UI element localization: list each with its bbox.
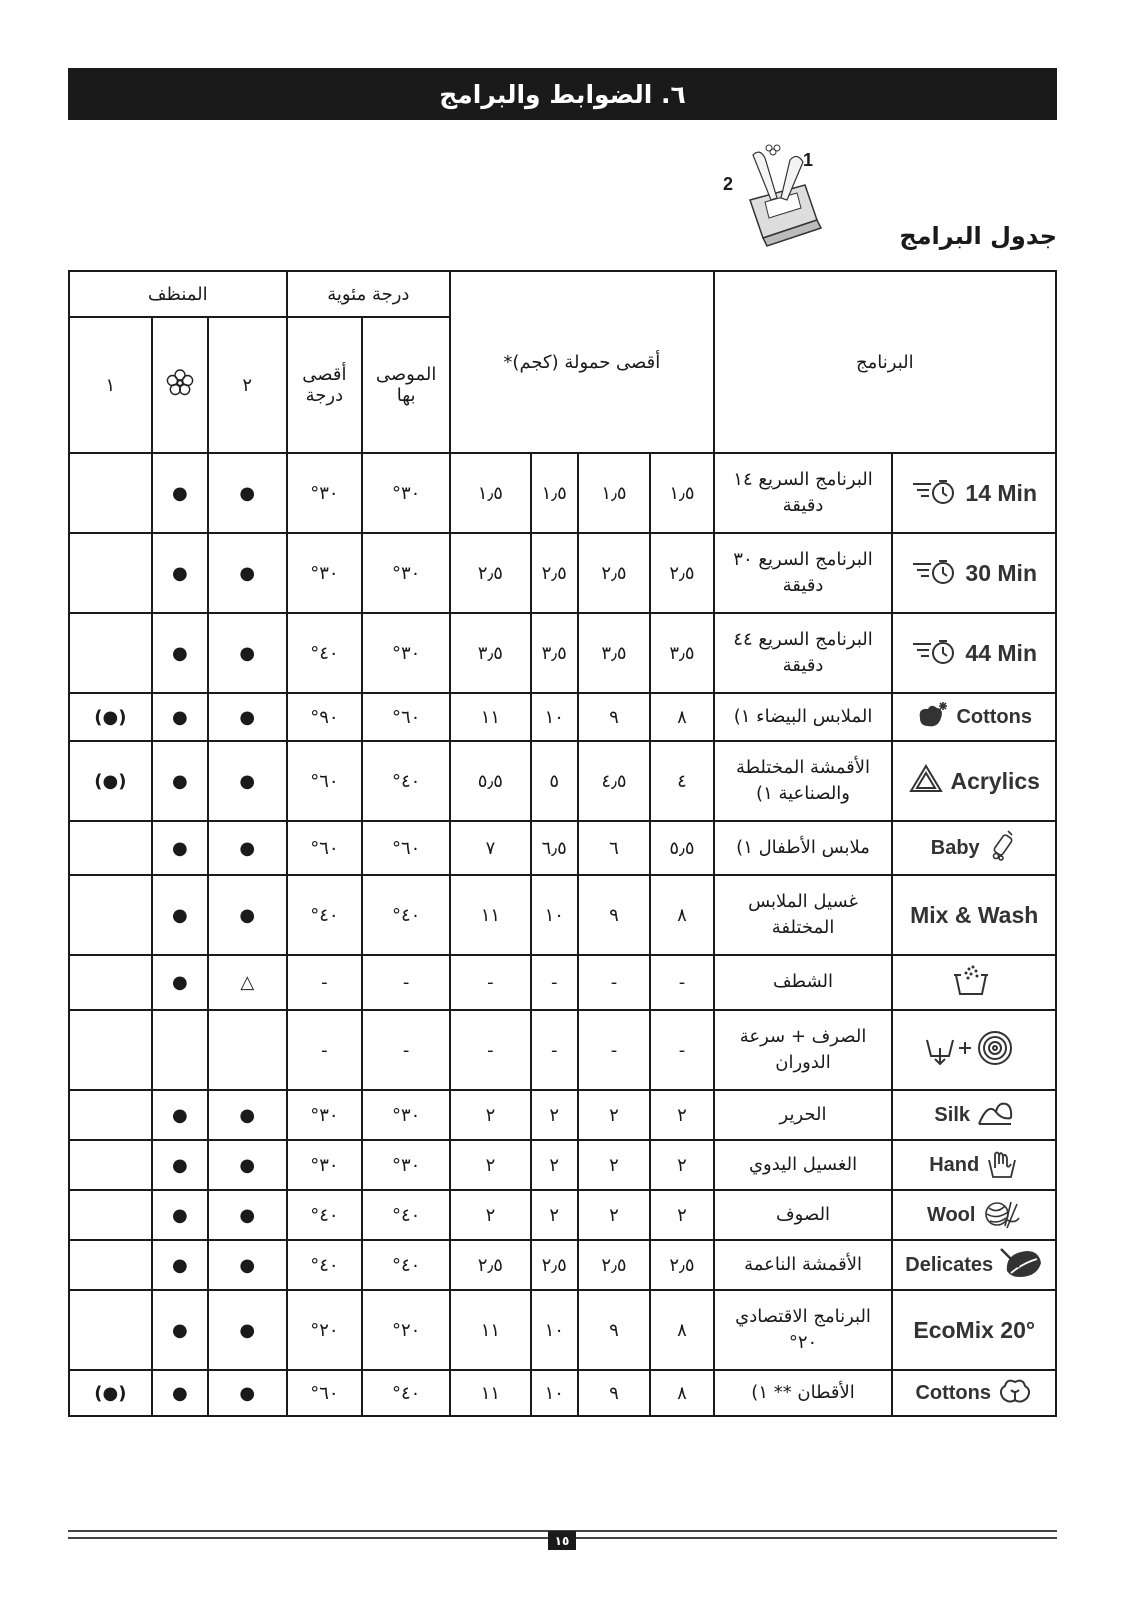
program-english-label: Silk xyxy=(934,1103,970,1126)
recommended-temp-cell: °٤٠ xyxy=(362,741,450,821)
program-name-cell xyxy=(714,1240,893,1290)
max-load-cell: ٩ xyxy=(578,1290,651,1370)
max-load-cell: ٦ xyxy=(578,821,651,875)
max-load-cell: - xyxy=(531,1010,578,1090)
hand-wash-icon xyxy=(985,1146,1019,1185)
detergent-1-cell xyxy=(69,533,152,613)
max-load-cell: ٢٫٥ xyxy=(531,533,578,613)
recommended-temp-cell: °٤٠ xyxy=(362,1240,450,1290)
program-icon-wrap xyxy=(893,700,1055,735)
max-load-cell: ١١ xyxy=(450,693,531,741)
recommended-temp-cell: °٣٠ xyxy=(362,1140,450,1190)
program-icon-wrap xyxy=(893,1196,1055,1235)
max-load-cell: - xyxy=(578,955,651,1010)
figure-label-1: 1 xyxy=(803,150,814,170)
program-name-label: الغسيل اليدوي xyxy=(748,1153,858,1175)
program-name-cell xyxy=(714,1090,893,1140)
max-temp-label: أقصى درجة xyxy=(302,364,347,406)
max-load-cell: ١٫٥ xyxy=(650,453,713,533)
max-load-cell: ٢ xyxy=(531,1090,578,1140)
cottons-icon xyxy=(916,700,950,735)
max-load-cell: ٣٫٥ xyxy=(450,613,531,693)
max-load-cell: ٢٫٥ xyxy=(450,1240,531,1290)
program-name-cell xyxy=(714,821,893,875)
table-row xyxy=(69,533,1056,613)
rinse-icon xyxy=(951,963,991,1002)
program-name-label: غسيل الملابس المختلفة xyxy=(748,890,858,938)
detergent-1-cell xyxy=(69,1190,152,1240)
program-name-cell xyxy=(714,453,893,533)
max-load-cell: - xyxy=(650,955,713,1010)
page-title: ٦. الضوابط والبرامج xyxy=(439,79,686,109)
program-table xyxy=(68,270,1057,1417)
detergent-2-cell: ● xyxy=(208,1370,287,1416)
program-name-cell xyxy=(714,1190,893,1240)
program-icon-wrap xyxy=(893,556,1055,591)
max-temp-cell: °٤٠ xyxy=(287,613,363,693)
program-icon-wrap xyxy=(893,763,1055,800)
max-load-cell: ٨ xyxy=(650,875,713,955)
figure-label-2: 2 xyxy=(723,174,734,194)
detergent-1-cell xyxy=(69,1140,152,1190)
detergent-1-cell xyxy=(69,613,152,693)
quick-wash-icon xyxy=(911,556,959,591)
program-name-label: البرنامج السريع ١٤ دقيقة xyxy=(733,468,873,516)
max-load-cell: ٦٫٥ xyxy=(531,821,578,875)
program-name-label: البرنامج الاقتصادي ٢٠° xyxy=(735,1305,871,1353)
recommended-temp-cell: °٣٠ xyxy=(362,533,450,613)
recommended-temp-cell: - xyxy=(362,955,450,1010)
detergent-2-cell: ● xyxy=(208,1090,287,1140)
program-icon-cell xyxy=(892,741,1056,821)
program-name-label: الشطف xyxy=(773,971,833,993)
detergent-1-cell xyxy=(69,955,152,1010)
max-temp-header xyxy=(287,317,363,453)
program-icon-wrap xyxy=(893,1245,1055,1286)
program-icon-cell xyxy=(892,955,1056,1010)
max-load-cell: ٢٫٥ xyxy=(650,533,713,613)
max-load-cell: ٢ xyxy=(450,1090,531,1140)
max-load-cell: - xyxy=(450,955,531,1010)
table-row xyxy=(69,613,1056,693)
program-name-label: ملابس الأطفال ١) xyxy=(736,836,870,858)
program-icon-cell xyxy=(892,533,1056,613)
recommended-temp-cell: °٤٠ xyxy=(362,1370,450,1416)
max-load-cell: ٥٫٥ xyxy=(450,741,531,821)
recommended-temp-label: الموصى بها xyxy=(375,364,437,406)
softener-cell: ● xyxy=(152,1090,208,1140)
detergent-drawer-figure xyxy=(723,140,835,250)
program-icon-cell xyxy=(892,1140,1056,1190)
max-temp-cell: °٦٠ xyxy=(287,1370,363,1416)
max-temp-cell: °٤٠ xyxy=(287,1190,363,1240)
detergent-2-cell: ● xyxy=(208,1190,287,1240)
max-load-cell: ١٠ xyxy=(531,1370,578,1416)
program-icon-wrap xyxy=(893,829,1055,868)
program-name-label: الحرير xyxy=(779,1103,827,1125)
recommended-temp-header xyxy=(362,317,450,453)
detergent-1-cell xyxy=(69,1290,152,1370)
quick-wash-icon xyxy=(911,476,959,511)
recommended-temp-cell: °٣٠ xyxy=(362,1090,450,1140)
program-icon-wrap xyxy=(893,1028,1055,1073)
table-row xyxy=(69,1290,1056,1370)
max-load-cell: ٨ xyxy=(650,1370,713,1416)
program-name-label: البرنامج السريع ٤٤ دقيقة xyxy=(733,628,873,676)
max-load-cell: ٥٫٥ xyxy=(650,821,713,875)
softener-cell: ● xyxy=(152,1370,208,1416)
detergent-1-cell xyxy=(69,875,152,955)
program-name-label: الأقطان ** ١) xyxy=(751,1381,855,1403)
max-load-cell: ٢ xyxy=(578,1090,651,1140)
max-load-cell: ٤٫٥ xyxy=(578,741,651,821)
max-load-cell: ٧ xyxy=(450,821,531,875)
softener-cell: ● xyxy=(152,1290,208,1370)
max-load-cell: ١٠ xyxy=(531,1290,578,1370)
program-icon-cell xyxy=(892,1010,1056,1090)
program-name-cell xyxy=(714,613,893,693)
detergent-2-cell: ● xyxy=(208,1240,287,1290)
detergent-1-cell: (●) xyxy=(69,693,152,741)
silk-icon xyxy=(976,1098,1014,1133)
max-load-cell: ٨ xyxy=(650,693,713,741)
table-row xyxy=(69,1090,1056,1140)
max-load-cell: ١٠ xyxy=(531,875,578,955)
table-row xyxy=(69,955,1056,1010)
program-name-label: البرنامج السريع ٣٠ دقيقة xyxy=(733,548,873,596)
program-english-label: Mix & Wash xyxy=(910,901,1039,928)
detergent-2-cell: ● xyxy=(208,453,287,533)
softener-cell: ● xyxy=(152,453,208,533)
max-temp-cell: °٩٠ xyxy=(287,693,363,741)
program-english-label: Cottons xyxy=(956,705,1032,728)
program-name-cell xyxy=(714,875,893,955)
max-load-cell: ١٠ xyxy=(531,693,578,741)
detergent-compartment-1-header: ١ xyxy=(69,317,152,453)
program-icon-cell xyxy=(892,1090,1056,1140)
max-load-cell: ٩ xyxy=(578,1370,651,1416)
program-icon-wrap xyxy=(893,1146,1055,1185)
program-english-label: Wool xyxy=(926,1203,976,1226)
program-english-label: Cottons xyxy=(915,1381,991,1404)
detergent-2-cell: ● xyxy=(208,533,287,613)
softener-cell xyxy=(152,1010,208,1090)
program-rows xyxy=(69,453,1056,1416)
program-icon-cell xyxy=(892,693,1056,741)
max-load-cell: ٣٫٥ xyxy=(531,613,578,693)
max-load-cell: ٩ xyxy=(578,875,651,955)
softener-cell: ● xyxy=(152,1190,208,1240)
recommended-temp-cell: °٣٠ xyxy=(362,613,450,693)
detergent-1-cell xyxy=(69,1010,152,1090)
program-icon-wrap xyxy=(893,963,1055,1002)
max-temp-cell: °٣٠ xyxy=(287,533,363,613)
max-load-cell: ١٫٥ xyxy=(450,453,531,533)
max-load-cell: ٢ xyxy=(531,1190,578,1240)
program-icon-wrap xyxy=(893,1317,1055,1344)
max-load-cell: ٢ xyxy=(531,1140,578,1190)
max-load-cell: ٢٫٥ xyxy=(450,533,531,613)
max-load-cell: ٢٫٥ xyxy=(578,1240,651,1290)
max-load-cell: ٢ xyxy=(450,1190,531,1240)
max-load-cell: ١١ xyxy=(450,1290,531,1370)
max-load-cell: ٢ xyxy=(450,1140,531,1190)
detergent-1-cell xyxy=(69,453,152,533)
detergent-1-cell: (●) xyxy=(69,741,152,821)
max-load-cell: - xyxy=(450,1010,531,1090)
detergent-1-cell: (●) xyxy=(69,1370,152,1416)
detergent-2-cell: ● xyxy=(208,613,287,693)
softener-cell: ● xyxy=(152,533,208,613)
max-temp-cell: °٦٠ xyxy=(287,821,363,875)
max-temp-cell: °٢٠ xyxy=(287,1290,363,1370)
detergent-1-cell xyxy=(69,1090,152,1140)
recommended-temp-cell: °٣٠ xyxy=(362,453,450,533)
program-name-cell xyxy=(714,1290,893,1370)
program-english-label: Acrylics xyxy=(950,767,1040,794)
max-load-cell: ٢٫٥ xyxy=(578,533,651,613)
program-icon-wrap xyxy=(893,902,1055,929)
program-icon-cell xyxy=(892,453,1056,533)
table-row xyxy=(69,875,1056,955)
recommended-temp-cell: °٢٠ xyxy=(362,1290,450,1370)
program-english-label: Hand xyxy=(929,1153,980,1176)
max-load-cell: ٢ xyxy=(650,1140,713,1190)
program-english-label: 14 Min xyxy=(965,479,1037,506)
program-name-cell xyxy=(714,1140,893,1190)
softener-cell: ● xyxy=(152,1140,208,1190)
programs-header: البرنامج xyxy=(714,271,1056,453)
max-temp-cell: °٦٠ xyxy=(287,741,363,821)
max-load-cell: ١٫٥ xyxy=(531,453,578,533)
detergent-2-cell xyxy=(208,1010,287,1090)
max-load-cell: ٢ xyxy=(578,1190,651,1240)
max-load-cell: ٢٫٥ xyxy=(650,1240,713,1290)
quick-wash-icon xyxy=(911,636,959,671)
detergent-header: المنظف xyxy=(69,271,287,317)
program-name-label: الملابس البيضاء ١) xyxy=(733,705,873,727)
program-name-label: الأقمشة المختلطة والصناعية ١) xyxy=(736,756,871,804)
program-icon-cell xyxy=(892,1290,1056,1370)
max-load-cell: ٩ xyxy=(578,693,651,741)
detergent-2-cell: ● xyxy=(208,693,287,741)
softener-cell: ● xyxy=(152,741,208,821)
softener-cell: ● xyxy=(152,613,208,693)
detergent-2-cell: ● xyxy=(208,1290,287,1370)
table-row xyxy=(69,1370,1056,1416)
max-load-cell: - xyxy=(531,955,578,1010)
program-name-label: الصرف + سرعة الدوران xyxy=(739,1025,867,1073)
program-name-cell xyxy=(714,1010,893,1090)
program-name-cell xyxy=(714,1370,893,1416)
max-temp-cell: °٤٠ xyxy=(287,1240,363,1290)
detergent-2-cell: △ xyxy=(208,955,287,1010)
max-temp-cell: °٣٠ xyxy=(287,1140,363,1190)
program-english-label: 30 Min xyxy=(965,559,1037,586)
softener-cell: ● xyxy=(152,955,208,1010)
softener-cell: ● xyxy=(152,1240,208,1290)
program-icon-wrap xyxy=(893,636,1055,671)
max-temp-cell: °٣٠ xyxy=(287,453,363,533)
max-load-cell: ٤ xyxy=(650,741,713,821)
max-temp-cell: - xyxy=(287,955,363,1010)
table-row xyxy=(69,1140,1056,1190)
detergent-2-cell: ● xyxy=(208,741,287,821)
max-load-cell: - xyxy=(650,1010,713,1090)
detergent-2-cell: ● xyxy=(208,821,287,875)
max-load-header: أقصى حمولة (كجم)* xyxy=(450,271,714,453)
recommended-temp-cell: - xyxy=(362,1010,450,1090)
program-icon-cell xyxy=(892,613,1056,693)
softener-cell: ● xyxy=(152,821,208,875)
softener-compartment-header xyxy=(152,317,208,453)
program-name-cell xyxy=(714,693,893,741)
max-load-cell: ٢ xyxy=(650,1090,713,1140)
max-load-cell: - xyxy=(578,1010,651,1090)
max-load-cell: ٨ xyxy=(650,1290,713,1370)
program-name-cell xyxy=(714,955,893,1010)
max-load-cell: ٢ xyxy=(650,1190,713,1240)
program-name-cell xyxy=(714,533,893,613)
program-name-label: الصوف xyxy=(776,1203,831,1225)
program-icon-cell xyxy=(892,875,1056,955)
softener-cell: ● xyxy=(152,693,208,741)
drain-spin-icon xyxy=(923,1028,1019,1073)
page-title-bar xyxy=(68,68,1057,120)
program-icon-wrap xyxy=(893,476,1055,511)
baby-bottle-icon xyxy=(986,829,1018,868)
wool-icon xyxy=(981,1196,1021,1235)
table-row xyxy=(69,1010,1056,1090)
max-temp-cell: °٤٠ xyxy=(287,875,363,955)
max-load-cell: ٥ xyxy=(531,741,578,821)
recommended-temp-cell: °٦٠ xyxy=(362,693,450,741)
table-row xyxy=(69,821,1056,875)
max-load-cell: ١١ xyxy=(450,1370,531,1416)
section-heading: جدول البرامج xyxy=(899,222,1057,250)
delicates-icon xyxy=(999,1245,1043,1286)
program-icon-cell xyxy=(892,821,1056,875)
eco-cottons-icon xyxy=(997,1376,1033,1411)
acrylics-icon xyxy=(908,763,944,800)
table-row xyxy=(69,453,1056,533)
max-load-cell: ١١ xyxy=(450,875,531,955)
program-english-label: Delicates xyxy=(905,1253,994,1276)
max-load-cell: ١٫٥ xyxy=(578,453,651,533)
table-row xyxy=(69,741,1056,821)
detergent-2-cell: ● xyxy=(208,1140,287,1190)
max-temp-cell: - xyxy=(287,1010,363,1090)
flower-icon xyxy=(165,368,195,398)
table-row xyxy=(69,1240,1056,1290)
page-number: ١٥ xyxy=(548,1531,576,1550)
program-icon-cell xyxy=(892,1190,1056,1240)
table-row xyxy=(69,1190,1056,1240)
recommended-temp-cell: °٤٠ xyxy=(362,1190,450,1240)
program-name-label: الأقمشة الناعمة xyxy=(744,1253,862,1275)
max-load-cell: ٣٫٥ xyxy=(650,613,713,693)
program-name-cell xyxy=(714,741,893,821)
max-load-cell: ٢٫٥ xyxy=(531,1240,578,1290)
softener-cell: ● xyxy=(152,875,208,955)
table-header-row-1 xyxy=(69,271,1056,317)
table-row xyxy=(69,693,1056,741)
detergent-1-cell xyxy=(69,1240,152,1290)
program-english-label: 44 Min xyxy=(965,639,1037,666)
max-load-cell: ٣٫٥ xyxy=(578,613,651,693)
detergent-2-cell: ● xyxy=(208,875,287,955)
program-icon-wrap xyxy=(893,1376,1055,1411)
max-load-cell: ٢ xyxy=(578,1140,651,1190)
recommended-temp-cell: °٦٠ xyxy=(362,821,450,875)
temperature-header: درجة مئوية xyxy=(287,271,450,317)
program-english-label: Baby xyxy=(930,836,980,859)
max-temp-cell: °٣٠ xyxy=(287,1090,363,1140)
program-english-label: EcoMix 20° xyxy=(913,1316,1036,1343)
program-icon-cell xyxy=(892,1240,1056,1290)
detergent-drawer-icon xyxy=(735,140,835,250)
detergent-1-cell xyxy=(69,821,152,875)
program-icon-cell xyxy=(892,1370,1056,1416)
detergent-compartment-2-header: ٢ xyxy=(208,317,287,453)
program-icon-wrap xyxy=(893,1098,1055,1133)
recommended-temp-cell: °٤٠ xyxy=(362,875,450,955)
